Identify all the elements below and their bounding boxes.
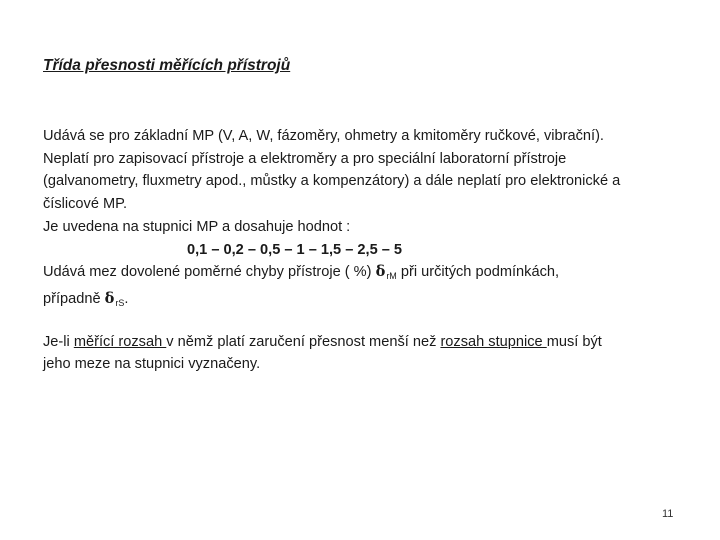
text-line: Udává se pro základní MP (V, A, W, fázoměry, ohmetry a kmitoměry ručkové, vibrační). (43, 128, 604, 144)
text-line: (galvanometry, fluxmetry apod., můstky a kompenzátory) a dále neplatí pro elektronické a (43, 173, 621, 190)
text-fragment: Je-li (43, 333, 74, 350)
subscript-rs: rS (115, 297, 125, 308)
scale-range-term: rozsah stupnice (440, 333, 547, 350)
text-fragment: v němž platí zaručení přesnost menší než (166, 333, 441, 350)
measuring-range-term: měřící rozsah (73, 333, 167, 350)
text-line-range (43, 331, 703, 354)
text-fragment: musí být (546, 333, 602, 350)
delta-symbol: δ (375, 263, 386, 281)
text-line: Je uvedena na stupnici MP a dosahuje hodnot : (43, 218, 351, 235)
text-fragment: při určitých podmínkách, (396, 264, 560, 281)
text-line: Neplatí pro zapisovací přístroje a elektroměry a pro speciální laboratorní přístroje (43, 150, 567, 167)
body-text (43, 125, 703, 376)
paragraph-spacer (43, 315, 703, 331)
text-line-error-rs (43, 288, 703, 315)
text-fragment: . (124, 290, 129, 307)
text-line: číslicové MP. (43, 196, 128, 213)
delta-symbol: δ (104, 289, 115, 307)
accuracy-class-values: 0,1 – 0,2 – 0,5 – 1 – 1,5 – 2,5 – 5 (187, 241, 403, 258)
text-fragment: Udává mez dovolené poměrné chyby přístroje ( %) (43, 264, 376, 281)
slide-title: Třída přesnosti měřících přístrojů (43, 57, 291, 74)
page-number: 11 (662, 508, 674, 520)
text-line: jeho meze na stupnici vyznačeny. (43, 356, 261, 373)
text-fragment: případně (43, 290, 105, 307)
subscript-rm: rM (386, 271, 397, 282)
text-line-error-rm (43, 261, 703, 288)
